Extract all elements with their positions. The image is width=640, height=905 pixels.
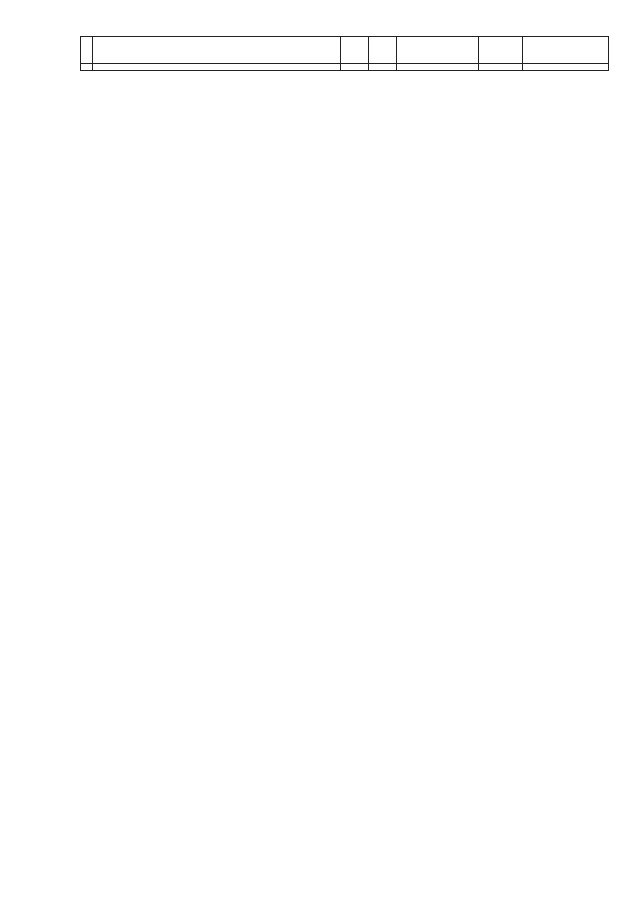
header-expense-type <box>479 37 523 64</box>
header-section <box>341 37 369 64</box>
column-index-cell <box>341 64 369 71</box>
header-number <box>81 37 93 64</box>
column-index-cell <box>93 64 341 71</box>
column-index-row <box>81 64 609 71</box>
column-index-cell <box>81 64 93 71</box>
column-index-cell <box>397 64 479 71</box>
table-header-row <box>81 37 609 64</box>
header-name <box>93 37 341 64</box>
header-annual-amount <box>523 37 609 64</box>
column-index-cell <box>523 64 609 71</box>
header-target-article <box>397 37 479 64</box>
column-index-cell <box>479 64 523 71</box>
document-page <box>80 36 580 71</box>
column-index-cell <box>369 64 397 71</box>
header-subsection <box>369 37 397 64</box>
budget-table <box>80 36 609 71</box>
